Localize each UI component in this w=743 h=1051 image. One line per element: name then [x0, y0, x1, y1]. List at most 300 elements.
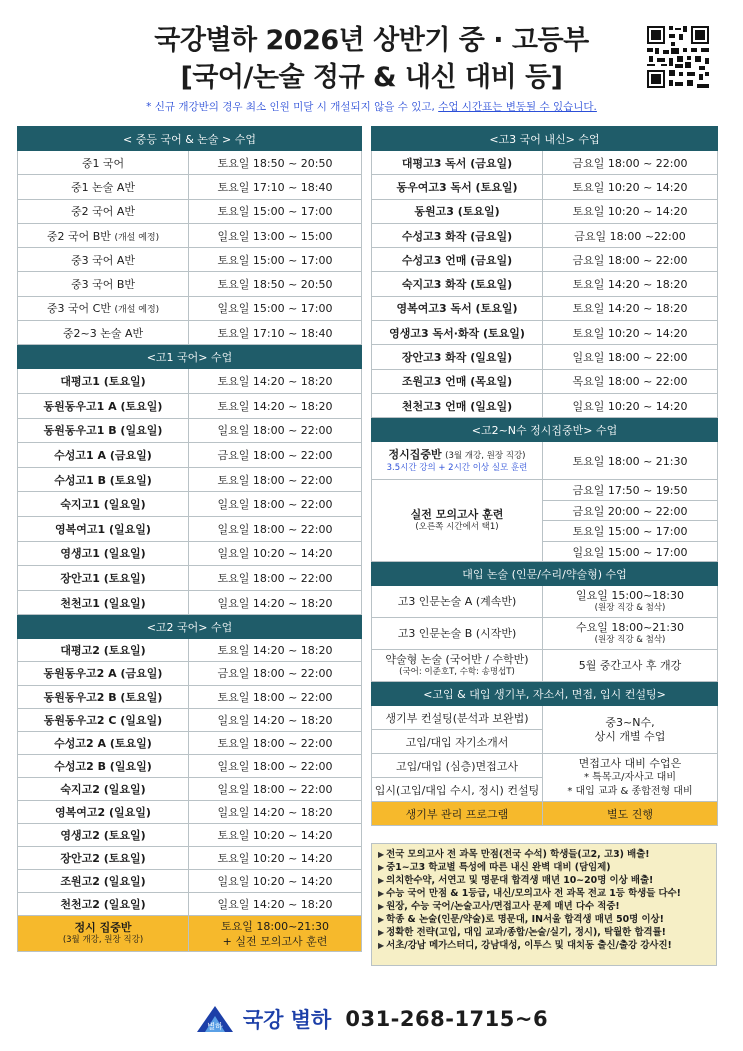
essay-time-cell — [543, 618, 718, 650]
class-time: 금요일 18:00 ~ 22:00 — [217, 448, 333, 462]
bullet-triangle-icon: ▶ — [378, 889, 385, 898]
class-time: 토요일 10:20 ~ 14:20 — [572, 180, 688, 194]
consult-note-2: 상시 개별 수업 — [594, 729, 666, 743]
g3-header — [372, 127, 718, 151]
highlights-box — [371, 843, 717, 966]
class-time-cell — [189, 566, 362, 591]
class-name: 중2 국어 B반 — [46, 229, 111, 243]
class-name-cell — [18, 777, 189, 800]
section-header-text: <고입 & 대입 생기부, 자소서, 면접, 입시 컨설팅> — [423, 687, 666, 701]
g1-header — [18, 345, 362, 369]
schedule-row — [18, 541, 362, 566]
class-time: 토요일 14:20 ~ 18:20 — [217, 644, 333, 658]
program-row — [372, 802, 718, 826]
class-name: 중3 국어 C반 — [46, 302, 111, 316]
class-time: 일요일 18:00 ~ 22:00 — [217, 759, 333, 773]
class-name-cell — [18, 824, 189, 847]
class-time: 토요일 10:20 ~ 14:20 — [217, 852, 333, 866]
class-time: 토요일 10:20 ~ 14:20 — [572, 326, 688, 340]
class-name: 동원동우고1 B (일요일) — [43, 424, 163, 438]
section-header-row — [372, 562, 718, 586]
nsu-intensive-name-cell — [372, 442, 543, 480]
page-title-line1: 국강별하 2026년 상반기 중 · 고등부 — [154, 25, 589, 56]
class-name-cell — [372, 151, 543, 175]
class-time-cell — [543, 199, 718, 223]
mock-exam-time: 일요일 15:00 ~ 17:00 — [572, 545, 688, 559]
essay-time: 5월 중간고사 후 개강 — [578, 658, 682, 672]
bullet-triangle-icon: ▶ — [378, 928, 385, 937]
highlight-text: 수능 국어 만점 & 1등급, 내신/모의고사 전 과목 전교 1등 학생들 다수! — [386, 888, 681, 899]
essay-name-cell — [372, 618, 543, 650]
class-name: 동원동우고2 A (금요일) — [43, 667, 163, 681]
class-name: 수성고2 A (토요일) — [54, 736, 152, 750]
class-name-cell — [372, 345, 543, 369]
essay-time-cell — [543, 650, 718, 682]
class-time-cell — [189, 516, 362, 541]
class-time: 토요일 14:20 ~ 18:20 — [572, 278, 688, 292]
consult-item: 고입/대입 (심층)면접고사 — [395, 759, 519, 773]
class-time: 일요일 10:20 ~ 14:20 — [572, 399, 688, 413]
class-time: 일요일 14:20 ~ 18:20 — [217, 713, 333, 727]
class-time-cell — [189, 662, 362, 685]
class-time-cell — [189, 418, 362, 443]
highlight-text: 서초/강남 메가스터디, 강남대성, 이투스 및 대치동 출신/출강 강사진! — [386, 940, 672, 951]
class-time-cell — [543, 369, 718, 393]
essay-time: 수요일 18:00~21:30 — [576, 621, 684, 635]
consult-item-cell — [372, 706, 543, 730]
class-time-cell — [543, 345, 718, 369]
program-value-cell — [543, 802, 718, 826]
class-time-cell — [189, 777, 362, 800]
section-header-row — [372, 682, 718, 706]
highlight-item — [378, 939, 710, 952]
bullet-triangle-icon: ▶ — [378, 941, 385, 950]
class-note: (개설 예정) — [114, 232, 160, 243]
schedule-row — [18, 248, 362, 272]
essay-note: (국어: 이준호T, 수학: 송명섭T) — [399, 667, 515, 678]
class-name: 영복여고3 독서 (토요일) — [396, 302, 518, 316]
section-header-text: 대입 논술 (인문/수리/약술형) 수업 — [462, 567, 627, 581]
class-name: 영생고3 독서·화작 (토요일) — [389, 326, 525, 340]
class-time-cell — [543, 223, 718, 247]
section-header-text: < 중등 국어 & 논술 > 수업 — [123, 132, 256, 146]
essay-name: 고3 인문논술 B (시작반) — [397, 626, 517, 640]
nsu-intensive-time: 토요일 18:00 ~ 21:30 — [572, 454, 688, 468]
schedule-row — [18, 754, 362, 777]
essay-time: 일요일 15:00~18:30 — [576, 589, 684, 603]
class-name-cell — [372, 321, 543, 345]
intensive-time-cell — [189, 916, 362, 952]
class-time-cell — [189, 541, 362, 566]
class-time: 토요일 15:00 ~ 17:00 — [217, 253, 333, 267]
schedule-row — [18, 272, 362, 296]
bullet-triangle-icon: ▶ — [378, 863, 385, 872]
class-time-cell — [189, 590, 362, 615]
class-name-cell — [18, 393, 189, 418]
class-time: 일요일 14:20 ~ 18:20 — [217, 596, 333, 610]
logo-text: 별하 — [207, 1022, 223, 1031]
class-time: 토요일 18:50 ~ 20:50 — [217, 156, 333, 170]
class-time-cell — [189, 824, 362, 847]
class-name: 조원고2 (일요일) — [60, 875, 146, 889]
schedule-row — [18, 662, 362, 685]
class-time: 금요일 18:00 ~22:00 — [574, 229, 686, 243]
g2-header — [18, 615, 362, 639]
class-name: 동우여고3 독서 (토요일) — [396, 180, 518, 194]
class-time: 일요일 15:00 ~ 17:00 — [217, 302, 333, 316]
class-name: 장안고2 (토요일) — [60, 852, 146, 866]
class-time-cell — [189, 443, 362, 468]
mock-exam-time-cell — [543, 541, 718, 562]
schedule-row — [372, 175, 718, 199]
class-name: 영생고2 (토요일) — [60, 829, 146, 843]
class-time: 일요일 18:00 ~ 22:00 — [572, 351, 688, 365]
schedule-row — [18, 516, 362, 541]
class-time: 토요일 18:50 ~ 20:50 — [217, 278, 333, 292]
class-time: 일요일 13:00 ~ 15:00 — [217, 229, 333, 243]
class-time-cell — [189, 754, 362, 777]
class-name: 수성고3 언매 (금요일) — [401, 253, 513, 267]
class-time: 일요일 10:20 ~ 14:20 — [217, 547, 333, 561]
class-name: 천천고3 언매 (일요일) — [401, 399, 513, 413]
class-time-cell — [189, 223, 362, 247]
intensive-time-extra: + 실전 모의고사 훈련 — [222, 934, 328, 948]
consult-item-cell — [372, 778, 543, 802]
nsu-intensive-name: 정시집중반 — [388, 447, 442, 461]
class-name: 수성고1 A (금요일) — [54, 448, 152, 462]
consult-item: 고입/대입 자기소개서 — [405, 735, 509, 749]
class-time-cell — [189, 685, 362, 708]
highlight-item — [378, 913, 710, 926]
phone-number[interactable]: 031-268-1715~6 — [345, 1007, 549, 1031]
intensive-time: 토요일 18:00~21:30 — [221, 919, 329, 933]
class-time-cell — [543, 151, 718, 175]
nsu-intensive-time-cell — [543, 442, 718, 480]
mock-exam-time-cell — [543, 480, 718, 501]
class-time-cell — [189, 639, 362, 662]
schedule-row — [18, 847, 362, 870]
schedule-row — [18, 800, 362, 823]
class-name-cell — [18, 847, 189, 870]
class-name-cell — [18, 731, 189, 754]
right-schedule-table — [371, 126, 718, 826]
class-time-cell — [189, 272, 362, 296]
essay-name: 고3 인문논술 A (계속반) — [397, 594, 517, 608]
section-header-text: <고3 국어 내신> 수업 — [489, 132, 600, 146]
schedule-row — [18, 393, 362, 418]
intensive-note: (3월 개강, 원장 직강) — [62, 935, 144, 946]
class-name-cell — [18, 369, 189, 394]
class-time: 토요일 18:00 ~ 22:00 — [217, 736, 333, 750]
highlight-item — [378, 900, 710, 913]
class-name-cell — [18, 708, 189, 731]
class-name: 대평고2 (토요일) — [60, 644, 146, 658]
highlight-item — [378, 874, 710, 887]
class-time: 토요일 10:20 ~ 14:20 — [217, 829, 333, 843]
class-name-cell — [372, 296, 543, 320]
schedule-row — [18, 321, 362, 345]
class-name-cell — [18, 685, 189, 708]
class-name-cell — [18, 590, 189, 615]
schedule-row — [18, 566, 362, 591]
class-time-cell — [189, 369, 362, 394]
class-name: 천천고2 (일요일) — [60, 898, 146, 912]
class-name-cell — [18, 175, 189, 199]
schedule-row — [18, 199, 362, 223]
class-name: 중2~3 논술 A반 — [62, 326, 144, 340]
class-time-cell — [189, 393, 362, 418]
mock-exam-time: 금요일 17:50 ~ 19:50 — [572, 484, 688, 498]
class-time-cell — [189, 175, 362, 199]
class-name: 숙지고2 (일요일) — [60, 782, 146, 796]
schedule-row — [18, 870, 362, 893]
class-name-cell — [18, 272, 189, 296]
schedule-row — [18, 824, 362, 847]
nsu-intensive-row — [372, 442, 718, 480]
notice-plain: * 신규 개강반의 경우 최소 인원 미달 시 개설되지 않을 수 있고, — [146, 101, 439, 113]
class-name-cell — [18, 321, 189, 345]
mock-exam-name: 실전 모의고사 훈련 — [410, 508, 504, 522]
highlight-item — [378, 887, 710, 900]
class-note: (개설 예정) — [114, 305, 160, 316]
schedule-row — [372, 223, 718, 247]
class-name: 중3 국어 A반 — [70, 253, 136, 267]
class-name: 수성고1 B (토요일) — [54, 473, 152, 487]
class-name-cell — [18, 296, 189, 320]
schedule-row — [18, 223, 362, 247]
consult-row — [372, 754, 718, 778]
class-time-cell — [189, 708, 362, 731]
middle-school-header — [18, 127, 362, 151]
schedule-row — [372, 393, 718, 417]
class-time-cell — [189, 731, 362, 754]
class-time: 일요일 18:00 ~ 22:00 — [217, 522, 333, 536]
consult-item-cell — [372, 754, 543, 778]
class-name-cell — [18, 223, 189, 247]
class-time: 토요일 14:20 ~ 18:20 — [217, 399, 333, 413]
section-header-text: <고1 국어> 수업 — [146, 350, 233, 364]
consult-note-4: * 특목고/자사고 대비 — [583, 771, 676, 783]
schedule-row — [372, 296, 718, 320]
class-name: 중1 논술 A반 — [70, 180, 136, 194]
essay-row — [372, 586, 718, 618]
class-time: 일요일 14:20 ~ 18:20 — [217, 806, 333, 820]
schedule-row — [18, 369, 362, 394]
nsu-intensive-note: (3월 개강, 원장 직강) — [445, 450, 526, 461]
mock-exam-name-cell — [372, 480, 543, 562]
class-name-cell — [18, 541, 189, 566]
schedule-row — [372, 369, 718, 393]
class-name-cell — [18, 443, 189, 468]
highlight-text: 의치한수약, 서연고 및 명문대 합격생 매년 10~20명 이상 배출! — [386, 875, 654, 886]
class-time-cell — [189, 248, 362, 272]
class-name: 중2 국어 A반 — [70, 205, 136, 219]
nsu-intensive-sub: 3.5시간 강의 + 2시간 이상 실모 훈련 — [386, 462, 528, 473]
essay-header — [372, 562, 718, 586]
class-time-cell — [189, 296, 362, 320]
class-time-cell — [189, 893, 362, 916]
bullet-triangle-icon: ▶ — [378, 876, 385, 885]
schedule-row — [18, 731, 362, 754]
class-time: 일요일 18:00 ~ 22:00 — [217, 498, 333, 512]
class-name: 동원동우고2 B (토요일) — [43, 690, 163, 704]
essay-note: (원장 직강 & 첨삭) — [594, 603, 666, 614]
program-name: 생기부 관리 프로그램 — [405, 807, 509, 821]
class-name-cell — [372, 223, 543, 247]
section-header-row — [18, 345, 362, 369]
class-time: 토요일 18:00 ~ 22:00 — [217, 571, 333, 585]
class-time: 토요일 17:10 ~ 18:40 — [217, 326, 333, 340]
section-header-row — [18, 615, 362, 639]
mock-exam-time: 금요일 20:00 ~ 22:00 — [572, 504, 688, 518]
class-time: 금요일 18:00 ~ 22:00 — [572, 253, 688, 267]
schedule-row — [18, 708, 362, 731]
class-name-cell — [18, 467, 189, 492]
consult-note-1: 중3~N수, — [605, 715, 655, 729]
highlight-item — [378, 861, 710, 874]
consult-note-top — [543, 706, 718, 754]
class-name-cell — [18, 566, 189, 591]
class-name: 대평고3 독서 (금요일) — [401, 156, 513, 170]
class-name-cell — [372, 272, 543, 296]
class-time-cell — [543, 393, 718, 417]
highlight-text: 학종 & 논술(인문/약술)로 명문대, IN서울 합격생 매년 50명 이상! — [386, 914, 664, 925]
class-name: 영복여고1 (일요일) — [55, 522, 151, 536]
class-name-cell — [18, 199, 189, 223]
class-time: 금요일 18:00 ~ 22:00 — [217, 667, 333, 681]
class-time: 토요일 18:00 ~ 22:00 — [217, 690, 333, 704]
schedule-row — [372, 248, 718, 272]
class-time-cell — [543, 321, 718, 345]
class-time: 토요일 14:20 ~ 18:20 — [217, 375, 333, 389]
mock-exam-time: 토요일 15:00 ~ 17:00 — [572, 525, 688, 539]
consult-item: 생기부 컨설팅(분석과 보완법) — [385, 711, 529, 725]
consult-row — [372, 706, 718, 730]
class-time-cell — [189, 199, 362, 223]
class-time-cell — [189, 800, 362, 823]
essay-name: 약술형 논술 (국어반 / 수학반) — [385, 653, 529, 667]
schedule-row — [18, 175, 362, 199]
essay-note: (원장 직강 & 첨삭) — [594, 635, 666, 646]
schedule-row — [18, 151, 362, 175]
program-value: 별도 진행 — [606, 807, 653, 821]
class-name: 천천고1 (일요일) — [60, 596, 146, 610]
notice-highlight: 수업 시간표는 변동될 수 있습니다. — [438, 101, 597, 113]
brand-logo-icon — [195, 1004, 235, 1034]
class-time: 목요일 18:00 ~ 22:00 — [572, 375, 688, 389]
class-name: 영복여고2 (일요일) — [55, 806, 151, 820]
page-title-line2: [국어/논술 정규 & 내신 대비 등] — [180, 62, 563, 93]
left-schedule-table — [17, 126, 362, 952]
notice-text — [0, 99, 743, 114]
section-header-text: <고2~N수 정시집중반> 수업 — [471, 423, 618, 437]
class-name-cell — [18, 492, 189, 517]
class-time: 토요일 10:20 ~ 14:20 — [572, 205, 688, 219]
highlight-text: 원장, 수능 국어/논술고사/면접고사 문제 매년 다수 적중! — [386, 901, 620, 912]
consult-item: 입시(고입/대입 수시, 정시) 컨설팅 — [374, 783, 540, 797]
class-name: 동원동우고2 C (일요일) — [43, 713, 163, 727]
class-name-cell — [18, 662, 189, 685]
class-name: 수성고3 화작 (금요일) — [401, 229, 513, 243]
class-name: 중1 국어 — [81, 156, 125, 170]
highlight-text: 전국 모의고사 전 과목 만점(전국 수석) 학생들(고2, 고3) 배출! — [386, 849, 650, 860]
schedule-row — [18, 443, 362, 468]
class-time-cell — [189, 467, 362, 492]
class-name: 중3 국어 B반 — [70, 278, 136, 292]
schedule-row — [372, 199, 718, 223]
class-name-cell — [372, 393, 543, 417]
bullet-triangle-icon: ▶ — [378, 915, 385, 924]
class-time: 일요일 18:00 ~ 22:00 — [217, 424, 333, 438]
intensive-name-cell — [18, 916, 189, 952]
class-name-cell — [372, 369, 543, 393]
highlight-text: 중1~고3 학교별 특성에 따른 내신 완벽 대비 (담임제) — [386, 862, 611, 873]
nsu-header — [372, 418, 718, 442]
qr-code-icon[interactable] — [645, 24, 711, 90]
schedule-row — [18, 777, 362, 800]
schedule-row — [18, 492, 362, 517]
section-header-row — [18, 127, 362, 151]
consult-note-5: * 대입 교과 & 종합전형 대비 — [567, 785, 693, 797]
class-name: 동원동우고1 A (토요일) — [43, 399, 163, 413]
essay-row — [372, 618, 718, 650]
class-name-cell — [372, 199, 543, 223]
class-name: 조원고3 언매 (목요일) — [401, 375, 513, 389]
mock-exam-row — [372, 480, 718, 501]
class-time: 토요일 14:20 ~ 18:20 — [572, 302, 688, 316]
class-time-cell — [543, 296, 718, 320]
schedule-row — [18, 893, 362, 916]
essay-name-cell — [372, 586, 543, 618]
essay-name-cell — [372, 650, 543, 682]
class-name-cell — [18, 639, 189, 662]
schedule-row — [372, 151, 718, 175]
class-time: 일요일 14:20 ~ 18:20 — [217, 898, 333, 912]
schedule-row — [18, 296, 362, 320]
class-time-cell — [543, 272, 718, 296]
consult-item-cell — [372, 730, 543, 754]
class-name: 장안고1 (토요일) — [60, 571, 146, 585]
program-name-cell — [372, 802, 543, 826]
class-name-cell — [18, 151, 189, 175]
class-name-cell — [372, 248, 543, 272]
consult-header — [372, 682, 718, 706]
footer — [0, 1004, 743, 1034]
class-time-cell — [189, 151, 362, 175]
class-name: 장안고3 화작 (일요일) — [401, 351, 513, 365]
consult-note-3: 면접고사 대비 수업은 — [578, 756, 682, 770]
class-name: 동원고3 (토요일) — [414, 205, 500, 219]
class-time-cell — [189, 321, 362, 345]
class-time: 토요일 17:10 ~ 18:40 — [217, 180, 333, 194]
brand-name: 국강 별하 — [242, 1008, 332, 1032]
class-name-cell — [18, 893, 189, 916]
schedule-row — [18, 418, 362, 443]
class-name-cell — [372, 175, 543, 199]
mock-exam-note: (오른쪽 시간에서 택1) — [415, 522, 499, 533]
class-time-cell — [543, 248, 718, 272]
class-name-cell — [18, 754, 189, 777]
mock-exam-time-cell — [543, 521, 718, 542]
bullet-triangle-icon: ▶ — [378, 850, 385, 859]
class-name-cell — [18, 800, 189, 823]
class-name: 수성고2 B (일요일) — [54, 759, 152, 773]
class-time: 금요일 18:00 ~ 22:00 — [572, 156, 688, 170]
class-time-cell — [189, 847, 362, 870]
highlight-item — [378, 926, 710, 939]
intensive-name: 정시 집중반 — [74, 921, 132, 935]
section-header-text: <고2 국어> 수업 — [146, 620, 233, 634]
